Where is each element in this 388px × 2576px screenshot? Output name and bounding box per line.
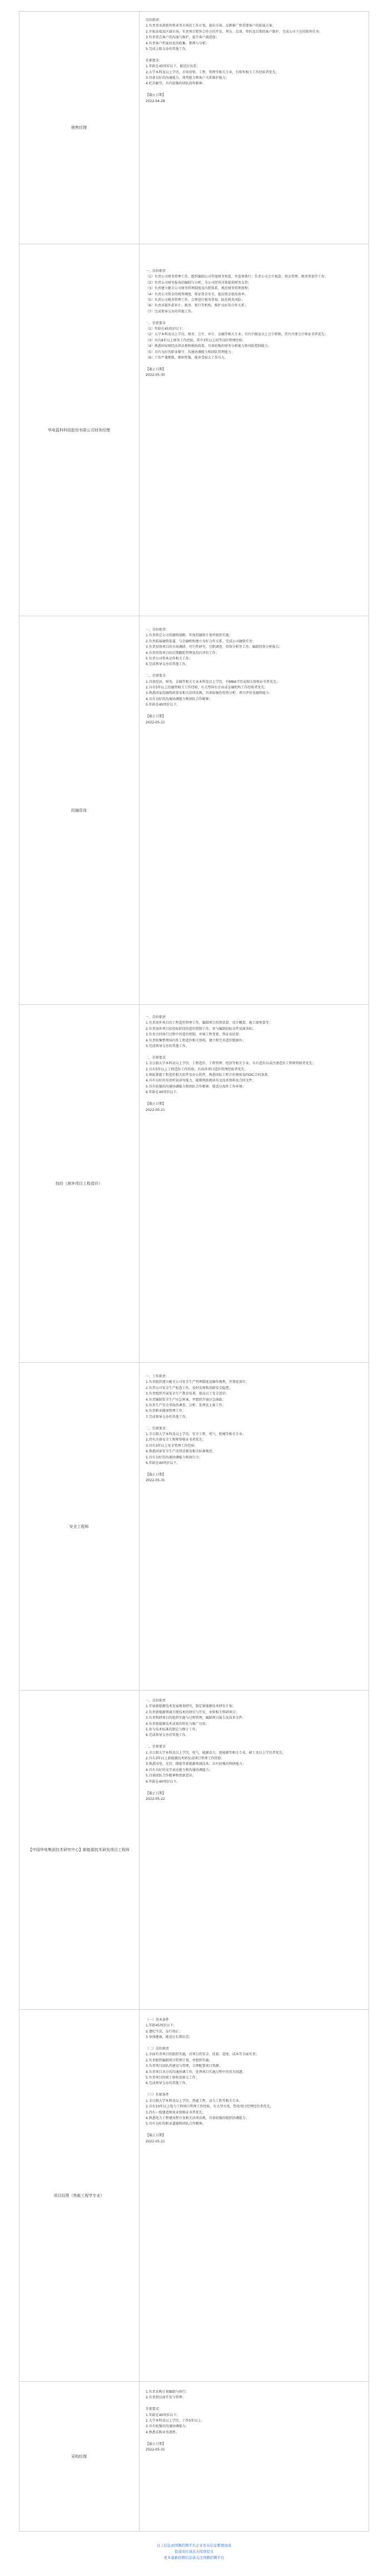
posting-title: 技经（海外项目工程造价）: [56, 1181, 102, 1186]
job-posting: [0, 1690, 388, 2010]
column-divider: [139, 244, 140, 616]
posting-text: 一、岗位职责 1.负责海外项目的工程造价管理工作，编制项目投资估算、设计概算、施工图预算等； 2.负责海外项目招投标阶段的造价控制工作，参与编制招标文件及商务标； 3.负责合同执行过程中的造价控制，审核工程变更、签证及结算； 4.负责收集整理国内外工程造价相关资料，建立和完善造价数据库； 5.完成领导交办的其他工作。 二、任职要求 1.全日制大学本科及以上学历，工程造价、工程管理、经济等相关专业，具有造价员或注册造价工程师资格者优先； 2.具有5年以上工程造价工作经验，有海外项目造价管理经验者优先； 3.熟练掌握工程造价相关软件及办公软件，熟悉国际工程计价规则及FIDIC合同条款； 4.具有良好的英语听说读写能力，能够熟练阅读英文技术资料及合同文件； 5.具有较强的沟通协调能力和团队合作精神，能适应海外工作环境； 6.年龄在40周岁以下。 【截止日期】 2022-05-21: [146, 1015, 316, 1112]
posting-text: 一、岗位职责 （1）负责公司财务管理工作，组织编制公司年度财务预算，并监督执行；负责公司会计核算、资金管理、税务筹划等工作； （2）负责公司财务报表的编制与分析，为公司经营决策提供财务支持； （3）负责建立健全公司财务管理制度及内控体系，规范财务管理流程； （4）负责公司资金的统筹调度，保证资金安全，提高资金使用效率； （5）负责公司税务管理工作，合理进行税务筹划，防范税务风险； （6）负责对接外部审计、税务、银行等机构，维护良好的合作关系； （7）完成领导交办的其他工作。 二、任职要求 （1）年龄在45周岁以下； （2）大学本科及以上学历，财务、会计、审计、金融等相关专业；具有中级及以上会计职称，持有注册会计师证书者优先； （3）具有8年以上财务工作经验，其中3年以上同等岗位管理经验； （4）熟悉国家财经法律法规和税收政策，具备较强的财务分析能力和风险控制能力； （5）具有良好的职业操守、沟通协调能力和团队管理能力； （6）工作严谨细致，原则性强，能承受较大工作压力。 【截止日期】 2022-05-30: [146, 269, 328, 378]
job-posting: [0, 616, 388, 1005]
posting-body: [146, 2017, 366, 2145]
posting-body: [146, 269, 366, 379]
column-divider: [139, 1690, 140, 2010]
column-divider: [139, 616, 140, 1005]
posting-text: 一、工作职责： 1.负责组织建立健全公司安全生产管理制度及操作规程，并督促落实； 2.负责公司安全生产检查工作，及时发现和消除安全隐患； 3.负责组织开展安全生产教育培训，提高员工安全意识； 4.负责编制安全生产应急预案，并组织开展应急演练； 5.负责生产安全事故的调查、分析、处理及上报工作； 6.负责职业健康管理工作； 7.完成领导交办的其他工作。 二、任职要求： 1.全日制大学本科及以上学历，安全工程、电气、机械等相关专业； 2.持有注册安全工程师资格证书者优先； 3.具有3年以上安全管理工作经验； 4.熟悉国家安全生产法律法规及相关标准规范； 5.具有良好的沟通协调能力和执行力； 6.年龄在40周岁以下。 【截止日期】 2022-05-31: [146, 1375, 249, 1483]
posting-text: 岗位职责： 1.负责事业部销售和业务市场的工作计划，提出市场、品牌推广和重要客户的拓展方案； 2.开拓高端及区域市场，负责项目销售合作方的开发、拜访、洽谈、签约及后期的客户维护，完成公司下达的销售任务； 3.负责重点客户的沟通与维护，提升客户满意度； 4.负责客户档案信息的收集、整理与分析； 5.完成上级交办的其他工作。 任职要求： 1.年龄在45周岁以下，能适应出差； 2.大学本科及以上学历，市场营销、工程、管理等相关专业，有销售相关工作经验者优先； 3.具备良好的沟通能力、谈判能力和客户关系维护能力； 4.吃苦耐劳，具有较强的团队协作精神。 【截止日期】 2022-04-28: [146, 18, 322, 103]
job-posting: [0, 11, 388, 244]
job-posting: [0, 1005, 388, 1363]
posting-body: [146, 1374, 366, 1484]
job-posting: [0, 2010, 388, 2382]
posting-title: 销售经理: [71, 125, 87, 130]
posting-title: 项目经理（热能工程学专业）: [53, 2193, 105, 2198]
job-posting: [0, 244, 388, 616]
posting-body: [146, 2389, 366, 2453]
job-posting: [0, 1363, 388, 1690]
posting-body: [146, 1698, 366, 1802]
job-posting: [0, 2382, 388, 2532]
column-divider: [139, 1005, 140, 1363]
footer-notes: [0, 2543, 388, 2561]
column-divider: [139, 2382, 140, 2532]
posting-text: 一、岗位职责 1.开展新能源技术发展规划研究，制定新能源技术研发计划； 2.负责新能源领域关键技术的研究与开发，承担相关科研项目； 3.负责科研项目的组织实施与过程管理，编制项目报告及技术文件； 4.负责新能源技术成果的转化与推广应用； 5.参与技术标准的制定与修订工作； 6.完成领导交办的其他工作。 二、任职要求 1.全日制大学本科及以上学历，电气、能源动力、新能源等相关专业，硕士及以上学历者优先； 2.具有3年以上新能源技术研发或项目管理工作经验； 3.熟悉风电、光伏、储能等新能源领域技术，具有较强的科研能力； 4.具有良好的文字表达能力和沟通协调能力； 5.具备团队合作精神和创新意识； 6.年龄在40周岁以下。 【截止日期】 2022-05-22: [146, 1699, 286, 1801]
posting-text: 一、岗位职责： 1.负责拟定公司投融资战略、年度投融资计划并组织实施； 2.负责拓展融资渠道，与金融机构建立良好合作关系，完成公司融资任务； 3.负责投资项目的市场调研、可行性研究、尽职调查、投资分析等工作，编制投资分析报告； 4.负责投资项目的后期跟踪管理及投后评价工作； 5.负责公司资本运作相关工作； 6.完成领导交办的其他工作。 二、任职要求： 1.具备经济、财务、金融等相关专业本科及以上学历，有MBA学历或相关资格证书者优先； 2.具有5年以上投融资相关工作经验，有大型国有企业或金融机构工作经验者优先； 3.熟悉国家投融资政策及相关法律法规，具备较强的投资分析、项目评估及融资能力； 4.具有良好的沟通协调能力和团队合作精神； 5.年龄在40周岁以下。 【截止日期】 2022-05-21: [146, 628, 282, 724]
column-divider: [139, 2010, 140, 2382]
posting-title: 华电蓝科科技股份有限公司财务经理: [48, 427, 110, 432]
column-divider: [139, 1363, 140, 1690]
posting-title: 【中国华电集团技术研究中心】新能源技术研发项目工程师: [28, 1848, 130, 1852]
posting-text: （一）基本条件 1.年龄45周岁以下； 2.遵纪守法，品行端正； 3.身体健康，能适应长期出差； （二）岗位职责 1.全面负责项目的组织实施，对项目的安全、质量、进度、成本等全面负责； 2.负责组织编制项目管理计划，并组织实施； 3.负责项目团队的建设与管理，合理配置项目资源； 4.负责项目各方的沟通协调工作，处理项目实施过程中的重大问题； 5.负责项目的竣工验收及移交工作； 6.完成领导交办的其他工作。 （三）任职条件 1.全日制大学本科及以上学历，热能工程、动力工程等相关专业； 2.具有10年以上电力工程项目管理工作经验，有大型火电、热电项目经理经历者优先； 3.持有一级建造师执业资格证书者优先； 4.熟悉电力工程建设程序及相关法律法规，具备较强的组织协调能力； 5.具有良好的职业道德和团队合作精神。 【截止日期】 2022-05-21: [146, 2018, 273, 2144]
posting-text: 1.负责采购计划编制与执行； 2.负责供应商开发与管理； 任职要求： 1.年龄在40周岁以下； 2.大学本科及以上学历，工作5年以上； 3.具有较强的沟通协调能力； 4.熟悉采购业务流程。 【截止日期】 2022-05-31: [146, 2390, 205, 2452]
posting-body: [146, 627, 366, 726]
footer-line[interactable]: 以上信息由国聘招聘平台企业发布信息整理而成: [156, 2543, 232, 2548]
footer-line[interactable]: 投递岗位请点击阅读原文: [174, 2549, 214, 2554]
posting-title: 投融资岗: [71, 808, 87, 813]
column-divider: [139, 11, 140, 244]
posting-title: 采购经理: [71, 2454, 87, 2459]
posting-body: [146, 1015, 366, 1113]
posting-body: [146, 18, 366, 104]
posting-title: 安全工程师: [69, 1524, 89, 1529]
footer-line[interactable]: 更多最新招聘信息请关注国聘招聘平台: [163, 2555, 225, 2560]
